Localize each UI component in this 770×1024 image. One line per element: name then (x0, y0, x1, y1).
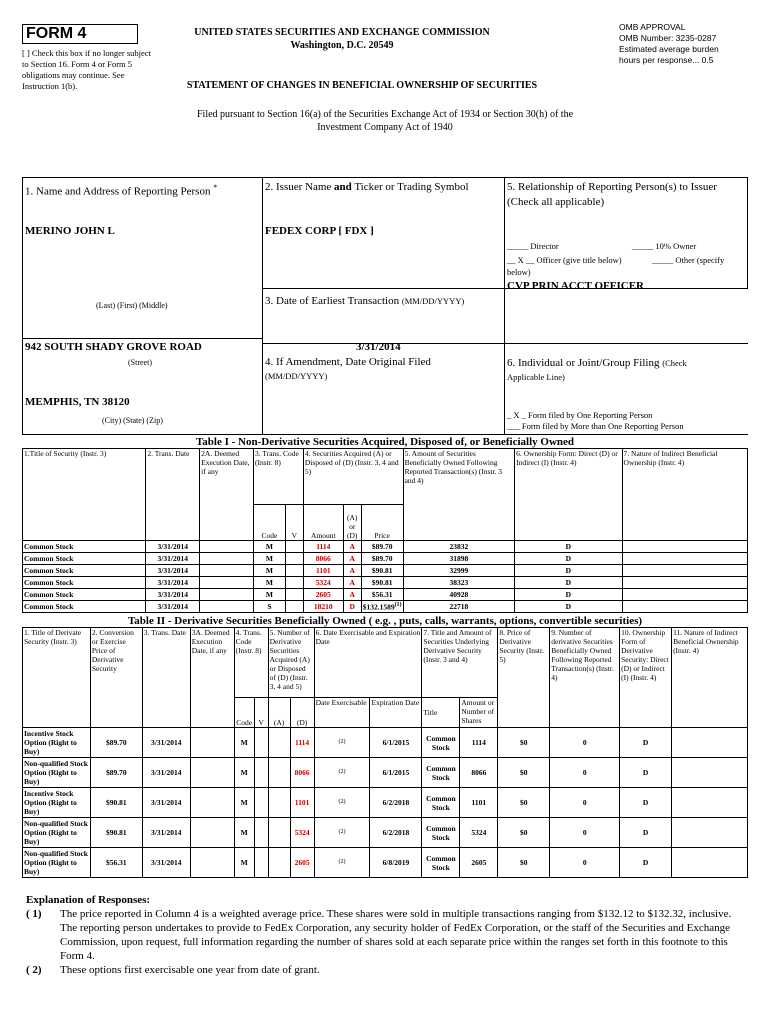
underlying-shares: 5324 (460, 818, 498, 848)
deemed-date (190, 848, 234, 878)
acquired-disposed: A (343, 565, 361, 577)
t1-h5: 5. Amount of Securities Beneficially Owned Following Reported Transaction(s) (Instr. 3 and 4) (403, 449, 515, 541)
footnote-1-num: ( 1) (26, 908, 42, 920)
derivative-title: Incentive Stock Option (Right to Buy) (23, 728, 91, 758)
filing-one: _ X _ Form filed by One Reporting Person (507, 410, 653, 420)
amount: 18210 (303, 601, 343, 613)
expiration-date: 6/2/2018 (370, 788, 422, 818)
price (361, 565, 403, 577)
omb-line1: OMB APPROVAL (619, 22, 686, 32)
trans-date: 3/31/2014 (146, 601, 200, 613)
v-flag (285, 565, 303, 577)
security-title: Common Stock (23, 589, 146, 601)
table-row (23, 541, 748, 553)
date-exercisable: (2) (314, 848, 370, 878)
t2-h6: 6. Date Exercisable and Expiration Date (314, 628, 422, 698)
v-flag (254, 728, 268, 758)
rel-below: below) (507, 267, 531, 277)
security-title: Common Stock (23, 565, 146, 577)
trans-date: 3/31/2014 (142, 818, 190, 848)
agency-line2: Washington, D.C. 20549 (290, 40, 394, 51)
price (361, 577, 403, 589)
expiration-date: 6/1/2015 (370, 758, 422, 788)
reporter-name: MERINO JOHN L (25, 225, 115, 237)
trans-code: M (254, 541, 286, 553)
expiration-date: 6/2/2018 (370, 818, 422, 848)
table-row (23, 818, 748, 848)
amount: 1114 (303, 541, 343, 553)
trans-code: M (254, 589, 286, 601)
security-title: Common Stock (23, 577, 146, 589)
deemed-date (200, 589, 254, 601)
box3-label: 3. Date of Earliest Transaction (MM/DD/YYYY) (265, 295, 465, 307)
table-row (23, 589, 748, 601)
explanation-title: Explanation of Responses: (26, 894, 151, 906)
filing-more: ___ Form filed by More than One Reporting Person (507, 421, 684, 431)
reporter-city: MEMPHIS, TN 38120 (25, 396, 130, 408)
table-row (23, 788, 748, 818)
t1-h-code: Code (254, 505, 286, 541)
t2-h8: 8. Price of Derivative Security (Instr. 5) (498, 628, 550, 728)
filed-line2: Investment Company Act of 1940 (317, 122, 453, 133)
t2-h5: 5. Number of Derivative Securities Acquired (A) or Disposed of (D) (Instr. 3, 4 and 5) (268, 628, 314, 698)
trans-code: M (234, 728, 254, 758)
nature-indirect (672, 788, 748, 818)
acquired-a (268, 728, 290, 758)
trans-date: 3/31/2014 (146, 565, 200, 577)
t2-h4: 4. Trans. Code (Instr. 8) (234, 628, 268, 698)
acquired-a (268, 848, 290, 878)
footnote-2-text: These options first exercisable one year from date of grant. (60, 964, 320, 976)
ownership-form: D (515, 577, 622, 589)
underlying-shares: 1101 (460, 788, 498, 818)
v-flag (254, 758, 268, 788)
amount: 5324 (303, 577, 343, 589)
price (361, 553, 403, 565)
amount: 8066 (303, 553, 343, 565)
date-exercisable: (2) (314, 758, 370, 788)
statement-title: STATEMENT OF CHANGES IN BENEFICIAL OWNERSHIP OF SECURITIES (186, 80, 538, 91)
table1-header (23, 449, 748, 505)
amount: 1101 (303, 565, 343, 577)
security-title: Common Stock (23, 553, 146, 565)
trans-date: 3/31/2014 (146, 553, 200, 565)
underlying-title: Common Stock (422, 848, 460, 878)
issuer-name: FEDEX CORP [ FDX ] (265, 225, 374, 237)
box2-label: 2. Issuer Name and Ticker or Trading Symbol (265, 181, 469, 193)
check-note: [ ] Check this box if no longer subject to Section 16. Form 4 or Form 5 obligations may continue. See Instruction 1(b). (22, 48, 151, 91)
ownership-form: D (515, 565, 622, 577)
price-value: $89.70 (371, 542, 393, 551)
nature-indirect (622, 553, 747, 565)
owned-following: 38323 (403, 577, 515, 589)
t1-h2: 2. Trans. Date (146, 449, 200, 541)
date-exercisable: (2) (314, 788, 370, 818)
underlying-title: Common Stock (422, 788, 460, 818)
derivative-price: $0 (498, 728, 550, 758)
ownership-form: D (515, 541, 622, 553)
ownership-form: D (620, 848, 672, 878)
footnote-1 (26, 907, 746, 963)
underlying-title: Common Stock (422, 818, 460, 848)
t2-h-expiration: Expiration Date (370, 698, 422, 728)
trans-code: M (234, 758, 254, 788)
form-title: FORM 4 (22, 24, 138, 44)
t1-h2a: 2A. Deemed Execution Date, if any (200, 449, 254, 541)
table-row (23, 758, 748, 788)
trans-date: 3/31/2014 (142, 788, 190, 818)
ownership-form: D (515, 601, 622, 613)
conversion-price: $90.81 (90, 788, 142, 818)
t2-h-a: (A) (268, 698, 290, 728)
price-value: $56.31 (371, 590, 393, 599)
v-flag (254, 848, 268, 878)
price (361, 601, 403, 613)
derivatives-owned: 0 (550, 818, 620, 848)
disposed-d: 1101 (290, 788, 314, 818)
street-label: (Street) (128, 358, 152, 367)
v-flag (285, 541, 303, 553)
table1-title: Table I - Non-Derivative Securities Acquired, Disposed of, or Beneficially Owned (195, 436, 575, 448)
table-row (23, 565, 748, 577)
ownership-form: D (620, 818, 672, 848)
reporter-street: 942 SOUTH SHADY GROVE ROAD (25, 341, 202, 353)
price-value: $132.1589 (362, 602, 395, 612)
nature-indirect (622, 541, 747, 553)
acquired-disposed: A (343, 589, 361, 601)
ownership-form: D (620, 728, 672, 758)
security-title: Common Stock (23, 601, 146, 613)
officer-title: CVP PRIN ACCT OFFICER (507, 280, 645, 292)
t2-h1: 1. Title of Derivate Security (Instr. 3) (23, 628, 91, 728)
table2 (22, 627, 748, 878)
omb-line3: Estimated average burden (619, 44, 719, 54)
table-row (23, 601, 748, 613)
t2-h3: 3. Trans. Date (142, 628, 190, 728)
acquired-disposed: A (343, 553, 361, 565)
price-value: $90.81 (371, 578, 393, 587)
agency-line1: UNITED STATES SECURITIES AND EXCHANGE COMMISSION (194, 27, 490, 38)
derivative-title: Non-qualified Stock Option (Right to Buy) (23, 848, 91, 878)
derivatives-owned: 0 (550, 758, 620, 788)
t1-h3: 3. Trans. Code (Instr. 8) (254, 449, 304, 505)
t2-h-amount: Amount or Number of Shares (460, 698, 498, 728)
nature-indirect (672, 728, 748, 758)
derivative-title: Non-qualified Stock Option (Right to Buy) (23, 818, 91, 848)
t2-h-d: (D) (290, 698, 314, 728)
deemed-date (190, 758, 234, 788)
city-label: (City) (State) (Zip) (102, 416, 163, 425)
nature-indirect (622, 589, 747, 601)
t2-h9: 9. Number of derivative Securities Beneficially Owned Following Reported Transaction(s) (Instr. 4) (550, 628, 620, 728)
explanation (26, 893, 746, 977)
derivative-price: $0 (498, 758, 550, 788)
trans-code: M (254, 565, 286, 577)
disposed-d: 8066 (290, 758, 314, 788)
underlying-shares: 1114 (460, 728, 498, 758)
trans-date: 3/31/2014 (142, 728, 190, 758)
trans-date: 3/31/2014 (146, 541, 200, 553)
v-flag (285, 577, 303, 589)
box6-line2: Applicable Line) (507, 372, 565, 382)
deemed-date (200, 565, 254, 577)
price-value: $90.81 (371, 566, 393, 575)
owned-following: 32999 (403, 565, 515, 577)
t2-h-code: Code (234, 698, 254, 728)
t1-h7: 7. Nature of Indirect Beneficial Ownership (Instr. 4) (622, 449, 747, 541)
trans-date: 3/31/2014 (142, 848, 190, 878)
footnote-2 (26, 963, 746, 977)
footnote-1-text: The price reported in Column 4 is a weighted average price. These shares were sold in multiple transactions ranging from $132.12 to $132.32, inclusive. The reporting person undertakes to provide to FedEx Corporation, any security holder of FedEx Corporation, or the staff of the Securities and Exchange Commission, upon request, full information regarding the number of shares sold at each separate price within the ranges set forth in this footnote to this Form 4. (60, 908, 732, 962)
amount: 2605 (303, 589, 343, 601)
table1 (22, 448, 748, 613)
rel-owner: _____ 10% Owner (632, 241, 697, 251)
nature-indirect (672, 848, 748, 878)
rel-other: _____ Other (specify (652, 255, 725, 265)
expiration-date: 6/8/2019 (370, 848, 422, 878)
box4-format: (MM/DD/YYYY) (265, 371, 328, 381)
t2-h-title: Title (422, 698, 460, 728)
t2-h-exercisable: Date Exercisable (314, 698, 370, 728)
conversion-price: $89.70 (90, 758, 142, 788)
deemed-date (200, 553, 254, 565)
agency-title (192, 26, 492, 52)
acquired-a (268, 788, 290, 818)
trans-date: 3/31/2014 (142, 758, 190, 788)
t1-h6: 6. Ownership Form: Direct (D) or Indirect (I) (Instr. 4) (515, 449, 622, 541)
trans-code: M (254, 577, 286, 589)
derivatives-owned: 0 (550, 848, 620, 878)
omb-line4: hours per response... 0.5 (619, 55, 714, 65)
underlying-title: Common Stock (422, 758, 460, 788)
v-flag (285, 553, 303, 565)
nature-indirect (622, 601, 747, 613)
filed-line1: Filed pursuant to Section 16(a) of the Securities Exchange Act of 1934 or Section 30(h) of the (196, 109, 574, 120)
derivatives-owned: 0 (550, 728, 620, 758)
box5-label1: 5. Relationship of Reporting Person(s) to Issuer (507, 181, 717, 193)
nature-indirect (672, 818, 748, 848)
footnote-ref: (1) (394, 602, 402, 609)
trans-date: 3/31/2014 (146, 589, 200, 601)
deemed-date (200, 577, 254, 589)
t2-h7: 7. Title and Amount of Securities Underlying Derivative Security (Instr. 3 and 4) (422, 628, 498, 698)
date-exercisable: (2) (314, 728, 370, 758)
table2-title: Table II - Derivative Securities Beneficially Owned ( e.g. , puts, calls, warrants, options, convertible securities) (127, 615, 643, 627)
box6-label: 6. Individual or Joint/Group Filing (Check (507, 357, 687, 369)
t1-h4: 4. Securities Acquired (A) or Disposed of (D) (Instr. 3, 4 and 5) (303, 449, 403, 505)
deemed-date (190, 788, 234, 818)
t2-h2: 2. Conversion or Exercise Price of Derivative Security (90, 628, 142, 728)
trans-date: 3/31/2014 (146, 577, 200, 589)
owned-following: 22718 (403, 601, 515, 613)
t1-h-price: Price (361, 505, 403, 541)
v-flag (254, 818, 268, 848)
t1-h1: 1.Title of Security (Instr. 3) (23, 449, 146, 541)
disposed-d: 1114 (290, 728, 314, 758)
nature-indirect (622, 577, 747, 589)
underlying-shares: 2605 (460, 848, 498, 878)
deemed-date (200, 601, 254, 613)
ownership-form: D (620, 758, 672, 788)
rel-director: _____ Director (507, 241, 559, 251)
t2-h-v: V (254, 698, 268, 728)
t2-h11: 11. Nature of Indirect Beneficial Ownership (Instr. 4) (672, 628, 748, 728)
acquired-a (268, 818, 290, 848)
derivative-title: Non-qualified Stock Option (Right to Buy) (23, 758, 91, 788)
trans-code: M (234, 818, 254, 848)
filed-pursuant (0, 108, 770, 134)
deemed-date (190, 818, 234, 848)
conversion-price: $56.31 (90, 848, 142, 878)
rel-officer: __ X __ Officer (give title below) (507, 255, 622, 265)
footnote-2-num: ( 2) (26, 964, 42, 976)
underlying-title: Common Stock (422, 728, 460, 758)
security-title: Common Stock (23, 541, 146, 553)
acquired-disposed: D (343, 601, 361, 613)
box1-label: 1. Name and Address of Reporting Person * (25, 183, 218, 198)
ownership-form: D (515, 553, 622, 565)
owned-following: 31898 (403, 553, 515, 565)
box5-label2: (Check all applicable) (507, 196, 605, 208)
trans-code: M (234, 788, 254, 818)
disposed-d: 2605 (290, 848, 314, 878)
table-row (23, 728, 748, 758)
conversion-price: $90.81 (90, 818, 142, 848)
table-row (23, 577, 748, 589)
reporter-section (22, 177, 748, 435)
acquired-disposed: A (343, 577, 361, 589)
trans-code: M (254, 553, 286, 565)
name-parts-label: (Last) (First) (Middle) (96, 301, 168, 310)
nature-indirect (672, 758, 748, 788)
t1-h-amount: Amount (303, 505, 343, 541)
deemed-date (190, 728, 234, 758)
derivative-price: $0 (498, 818, 550, 848)
earliest-date: 3/31/2014 (356, 341, 401, 353)
omb-line2: OMB Number: 3235-0287 (619, 33, 717, 43)
ownership-form: D (515, 589, 622, 601)
trans-code: S (254, 601, 286, 613)
derivative-price: $0 (498, 788, 550, 818)
disposed-d: 5324 (290, 818, 314, 848)
derivatives-owned: 0 (550, 788, 620, 818)
v-flag (285, 589, 303, 601)
price-value: $89.70 (371, 554, 393, 563)
trans-code: M (234, 848, 254, 878)
table-row (23, 553, 748, 565)
acquired-a (268, 758, 290, 788)
derivative-price: $0 (498, 848, 550, 878)
ownership-form: D (620, 788, 672, 818)
box4-label: 4. If Amendment, Date Original Filed (265, 356, 431, 368)
derivative-title: Incentive Stock Option (Right to Buy) (23, 788, 91, 818)
t1-h-v: V (285, 505, 303, 541)
conversion-price: $89.70 (90, 728, 142, 758)
form-header (22, 22, 748, 102)
table-row (23, 848, 748, 878)
owned-following: 40928 (403, 589, 515, 601)
omb-approval (619, 22, 749, 66)
price (361, 541, 403, 553)
table2-header (23, 628, 748, 698)
t2-h10: 10. Ownership Form of Derivative Security: Direct (D) or Indirect (I) (Instr. 4) (620, 628, 672, 728)
acquired-disposed: A (343, 541, 361, 553)
price (361, 589, 403, 601)
v-flag (254, 788, 268, 818)
nature-indirect (622, 565, 747, 577)
underlying-shares: 8066 (460, 758, 498, 788)
v-flag (285, 601, 303, 613)
t1-h-aord: (A) or (D) (343, 505, 361, 541)
deemed-date (200, 541, 254, 553)
owned-following: 23832 (403, 541, 515, 553)
date-exercisable: (2) (314, 818, 370, 848)
t2-h3a: 3A. Deemed Execution Date, if any (190, 628, 234, 728)
expiration-date: 6/1/2015 (370, 728, 422, 758)
